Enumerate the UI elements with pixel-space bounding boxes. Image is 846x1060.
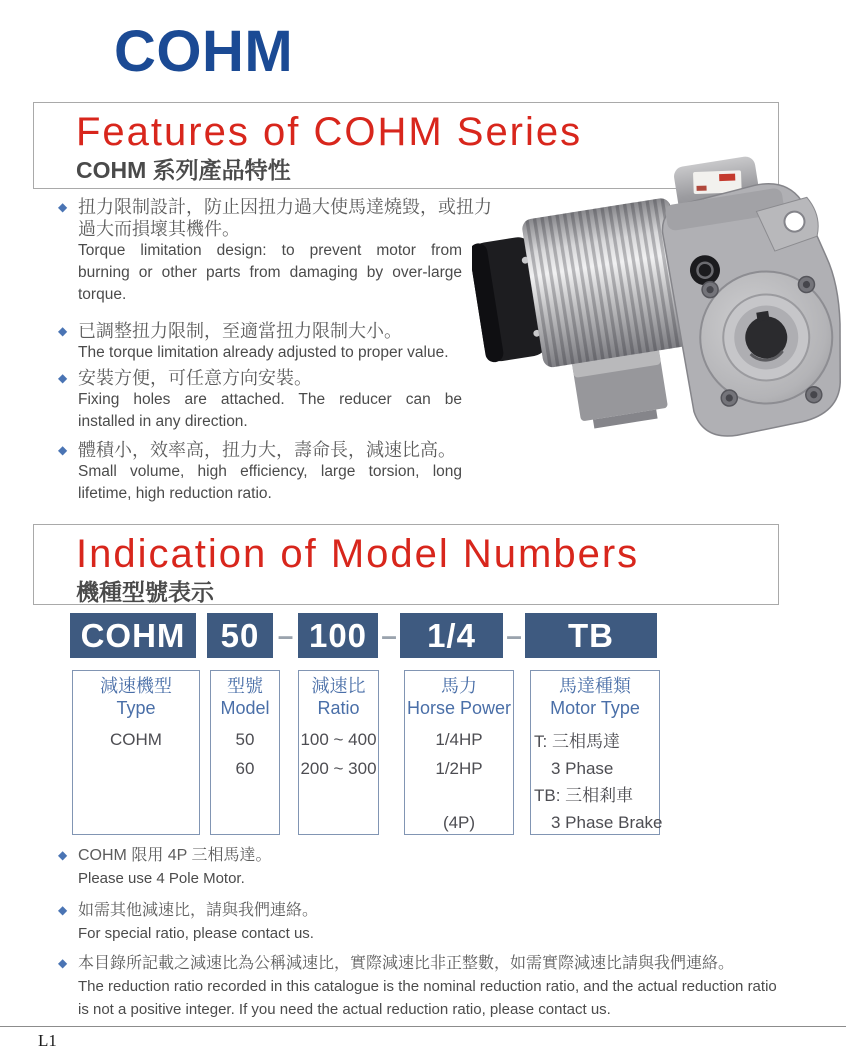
feature-en-line: The torque limitation already adjusted to proper value. (78, 344, 449, 361)
spec-value: 100 ~ 400 (300, 730, 377, 749)
spec-value: 1/2HP (435, 759, 483, 778)
indication-title-zh: 機種型號表示 (76, 579, 214, 605)
feature-en-line: lifetime, high reduction ratio. (78, 485, 272, 502)
model-segment-model: 50 (207, 613, 273, 658)
feature-en-line: torque. (78, 286, 127, 303)
feature-item (58, 367, 462, 433)
model-segment-motortype: TB (525, 613, 657, 658)
model-separator-dash: – (381, 620, 397, 651)
spec-value: TB: 三相剎車 (534, 786, 634, 805)
note-en-line: For special ratio, please contact us. (78, 925, 314, 942)
spec-header-en: Ratio (317, 698, 360, 718)
feature-en-line: Small volume, high efficiency, large torsion, long (78, 463, 462, 480)
features-title-en: Features of COHM Series (76, 110, 583, 154)
feature-zh-line: 體積小，效率高，扭力大，壽命長，減速比高。 (78, 440, 456, 460)
feature-zh-line: 安裝方便，可任意方向安裝。 (78, 368, 312, 388)
spec-header-zh: 馬力 (441, 676, 477, 696)
spec-value: 50 (235, 730, 255, 749)
brand-title: COHM (114, 19, 294, 84)
spec-column-motortype (530, 670, 663, 835)
feature-en-line: burning or other parts from damaging by over-large (78, 264, 462, 281)
diamond-bullet-icon: ◆ (58, 903, 68, 917)
spec-header-en: Type (116, 698, 156, 718)
diamond-bullet-icon: ◆ (58, 443, 68, 457)
feature-item (58, 196, 492, 306)
model-separator-dash: – (277, 620, 294, 651)
note-item (58, 899, 844, 945)
spec-header-zh: 馬達種類 (559, 676, 631, 696)
feature-item (58, 439, 462, 505)
feature-en-line: Fixing holes are attached. The reducer can be (78, 391, 462, 408)
diamond-bullet-icon: ◆ (58, 848, 68, 862)
feature-zh-line: 扭力限制設計，防止因扭力過大使馬達燒毀，或扭力 (78, 197, 492, 217)
feature-zh-line: 已調整扭力限制，至適當扭力限制大小。 (78, 321, 402, 341)
note-zh-line: COHM 限用 4P 三相馬達。 (78, 847, 272, 864)
footer-divider (0, 1026, 846, 1027)
features-title-zh: COHM 系列產品特性 (76, 157, 291, 183)
note-en-line: is not a positive integer. If you need the actual reduction ratio, please contact us. (78, 1001, 611, 1018)
spec-value: COHM (110, 730, 162, 749)
feature-en-line: Torque limitation design: to prevent motor from (78, 242, 462, 259)
note-item (58, 952, 844, 1021)
gear-motor-illustration (472, 156, 846, 450)
spec-header-zh: 減速比 (311, 676, 366, 696)
spec-header-zh: 型號 (227, 676, 263, 696)
model-segment-horsepower: 1/4 (400, 613, 503, 658)
spec-header-en: Horse Power (406, 698, 512, 718)
feature-en-line: installed in any direction. (78, 413, 248, 430)
note-zh-line: 本目錄所記載之減速比為公稱減速比，實際減速比非正整數，如需實際減速比請與我們連絡。 (78, 955, 735, 972)
indication-section-box (33, 524, 779, 605)
spec-value: 3 Phase (551, 759, 614, 778)
spec-value: (4P) (442, 813, 476, 832)
spec-value: 200 ~ 300 (300, 759, 377, 778)
spec-header-en: Model (220, 698, 270, 718)
spec-column-ratio (298, 670, 379, 835)
indication-title-en: Indication of Model Numbers (76, 532, 640, 576)
feature-zh-line: 過大而損壞其機件。 (78, 219, 240, 239)
spec-header-en: Motor Type (550, 698, 640, 718)
spec-value: T: 三相馬達 (534, 732, 620, 751)
diamond-bullet-icon: ◆ (58, 200, 68, 214)
spec-value: 60 (235, 759, 255, 778)
gear-motor-product-photo (472, 156, 846, 450)
spec-column-model (210, 670, 280, 835)
diamond-bullet-icon: ◆ (58, 324, 68, 338)
model-segment-type: COHM (70, 613, 196, 658)
note-en-line: The reduction ratio recorded in this catalogue is the nominal reduction ratio, and the actual reduction ratio (78, 978, 777, 995)
note-en-line: Please use 4 Pole Motor. (78, 870, 245, 887)
spec-column-horsepower (404, 670, 514, 835)
diamond-bullet-icon: ◆ (58, 956, 68, 970)
note-item (58, 844, 844, 890)
model-separator-dash: – (506, 620, 522, 651)
diamond-bullet-icon: ◆ (58, 371, 68, 385)
page-number: L1 (38, 1031, 57, 1050)
spec-column-type (72, 670, 200, 835)
note-zh-line: 如需其他減速比，請與我們連絡。 (78, 902, 319, 919)
spec-header-zh: 減速機型 (100, 676, 172, 696)
model-segment-ratio: 100 (298, 613, 378, 658)
spec-value: 1/4HP (435, 730, 483, 749)
feature-item (58, 320, 462, 364)
spec-value: 3 Phase Brake (551, 813, 663, 832)
